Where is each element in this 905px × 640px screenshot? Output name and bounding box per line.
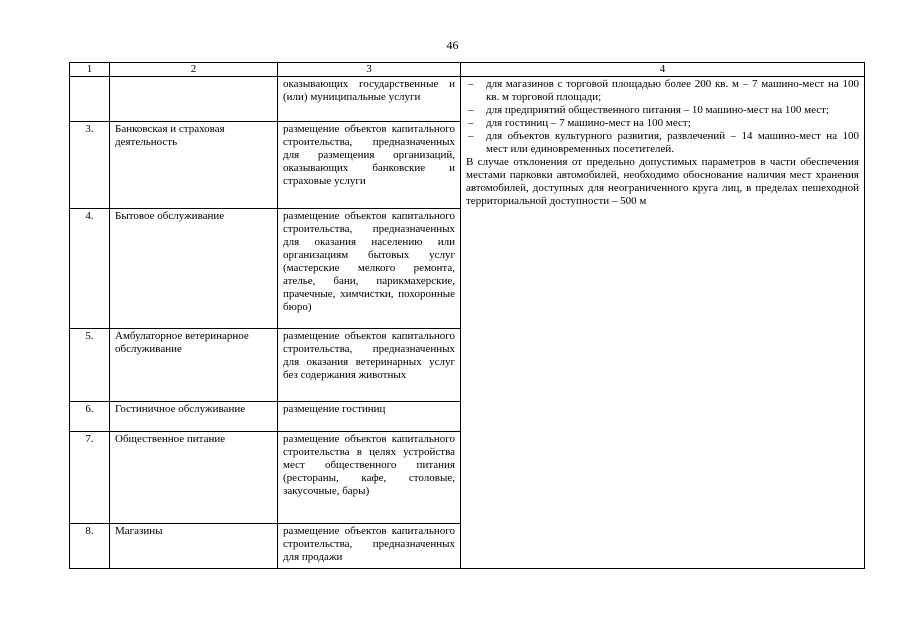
row-number: 4.: [70, 209, 110, 329]
use-type-description: размещение объектов капитального строительства, предназначенных для оказания населению или организациям бытовых услуг (мастерские мелкого ремонта, ателье, бани, парикмахерские, прачечные, химчистки, похоронные бюро): [278, 209, 461, 329]
use-type-description: размещение объектов капитального строительства в целях устройства мест общественного питания (рестораны, кафе, столовые, закусочные, бары): [278, 432, 461, 524]
header-cell-2: 2: [110, 63, 278, 77]
use-type-description: размещение объектов капитального строительства, предназначенных для оказания ветеринарных услуг без содержания животных: [278, 329, 461, 402]
list-dash: –: [468, 130, 474, 142]
requirement-text: для магазинов с торговой площадью более 200 кв. м – 7 машино-мест на 100 кв. м торговой площади;: [486, 78, 859, 103]
list-dash: –: [468, 117, 474, 129]
parking-requirements-cell: [461, 77, 865, 569]
requirement-text: для гостиниц – 7 машино-мест на 100 мест;: [486, 117, 691, 129]
row-number: 6.: [70, 402, 110, 432]
use-type-description: размещение объектов капитального строительства, предназначенных для размещения организаций, оказывающих банковские и страховые услуги: [278, 122, 461, 209]
use-type-name: [110, 77, 278, 122]
use-type-description: размещение объектов капитального строительства, предназначенных для продажи: [278, 524, 461, 569]
requirement-item: [466, 130, 859, 156]
row-number: 3.: [70, 122, 110, 209]
use-type-name: Банковская и страховая деятельность: [110, 122, 278, 209]
requirement-item: [466, 78, 859, 104]
page-number: 46: [446, 38, 459, 52]
row-number: 5.: [70, 329, 110, 402]
use-type-name: Магазины: [110, 524, 278, 569]
requirement-text: для объектов культурного развития, развлечений – 14 машино-мест на 100 мест или единовременных посетителей.: [486, 130, 859, 155]
use-type-description: размещение гостиниц: [278, 402, 461, 432]
table-row: [70, 77, 865, 122]
use-type-name: Общественное питание: [110, 432, 278, 524]
requirements-note: В случае отклонения от предельно допустимых параметров в части обеспечения местами парковки автомобилей, необходимо обоснование наличия мест хранения автомобилей, доступных для неограниченного круга лиц, в пределах пешеходной территориальной доступности – 500 м: [466, 156, 859, 207]
use-type-description: оказывающих государственные и (или) муниципальные услуги: [278, 77, 461, 122]
requirement-text: для предприятий общественного питания – 10 машино-мест на 100 мест;: [486, 104, 830, 116]
list-dash: –: [468, 104, 474, 116]
list-dash: –: [468, 78, 474, 90]
use-type-name: Амбулаторное ветеринарное обслуживание: [110, 329, 278, 402]
row-number: 7.: [70, 432, 110, 524]
table-header-row: [70, 63, 865, 77]
header-cell-4: 4: [461, 63, 865, 77]
row-number: [70, 77, 110, 122]
requirement-item: [466, 104, 859, 117]
regulations-table: [69, 62, 865, 569]
header-cell-1: 1: [70, 63, 110, 77]
requirement-item: [466, 117, 859, 130]
use-type-name: Бытовое обслуживание: [110, 209, 278, 329]
header-cell-3: 3: [278, 63, 461, 77]
use-type-name: Гостиничное обслуживание: [110, 402, 278, 432]
row-number: 8.: [70, 524, 110, 569]
